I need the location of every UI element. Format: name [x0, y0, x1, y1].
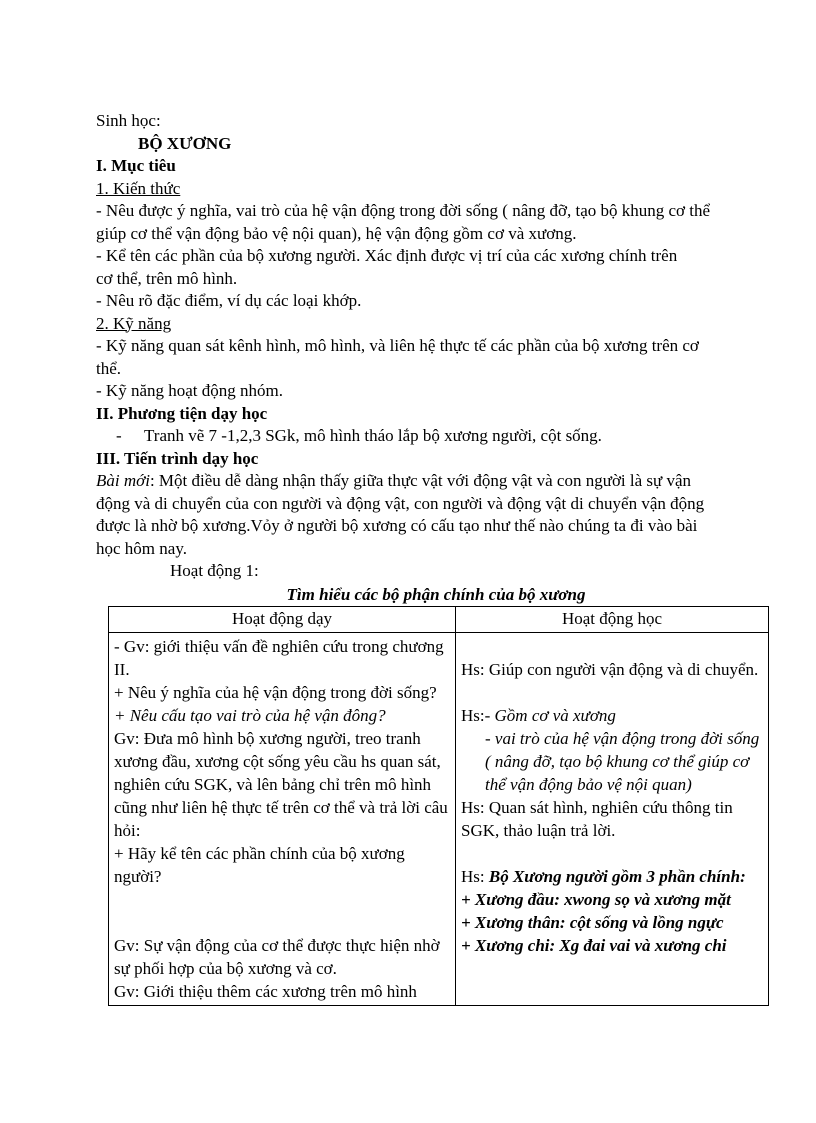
student-p6: + Xương đầu: xwong sọ và xương mặt	[461, 889, 731, 909]
student-p7: + Xương thân: cột sống và lồng ngực	[461, 912, 724, 932]
teacher-p6: Gv: Sự vận động của cơ thể được thực hiện nhờ sự phối hợp của bộ xương và cơ.	[114, 935, 440, 978]
knowledge-item-3: - Nêu rõ đặc điểm, ví dụ các loại khớp.	[96, 291, 362, 310]
student-p5	[461, 865, 763, 888]
header-student: Hoạt động học	[456, 607, 769, 633]
header-teacher: Hoạt động dạy	[109, 607, 456, 633]
bullet-dash-icon: -	[116, 426, 122, 445]
table-header-row	[109, 607, 769, 633]
student-p5-bold: Bộ Xương người gồm 3 phần chính:	[488, 866, 746, 886]
knowledge-heading: 1. Kiến thức	[96, 178, 181, 198]
teacher-cell	[109, 632, 456, 1005]
skills-item-2: - Kỹ năng hoạt động nhóm.	[96, 381, 283, 400]
materials-item	[96, 425, 776, 448]
document-page	[96, 110, 776, 1001]
student-p3: - vai trò của hệ vận động trong đời sống ( nâng đỡ, tạo bộ khung cơ thể giúp cơ thể vận động bảo vệ nội quan)	[485, 728, 760, 794]
new-lesson-text: : Một điều dễ dàng nhận thấy giữa thực vật với động vật và con người là sự vận động và di chuyển của con người và động vật, con người và động vật di chuyển vận động được là nhờ bộ xương.Vỏy ở người bộ xương có cấu tạo như thế nào chúng ta đi vào bài học hôm nay.	[96, 471, 705, 558]
knowledge-item-2: - Kể tên các phần của bộ xương người. Xác định được vị trí của các xương chính trên cơ thể, trên mô hình.	[96, 246, 678, 288]
objectives-heading: I. Mục tiêu	[96, 156, 176, 175]
teacher-p7: Gv: Giới thiệu thêm các xương trên mô hình	[114, 981, 417, 1001]
subject-label: Sinh học:	[96, 111, 161, 130]
skills-heading: 2. Kỹ năng	[96, 313, 172, 333]
table-row	[109, 632, 769, 1005]
activity-caption: Tìm hiểu các bộ phận chính của bộ xương	[286, 584, 586, 604]
materials-heading: II. Phương tiện dạy học	[96, 403, 268, 423]
teacher-p2: + Nêu ý nghĩa của hệ vận động trong đời sống?	[114, 682, 437, 702]
student-cell	[456, 632, 769, 1005]
student-p8: + Xương chi: Xg đai vai và xương chi	[461, 935, 727, 955]
student-p2-italic: Gồm cơ và xương	[494, 705, 616, 725]
teacher-p4: Gv: Đưa mô hình bộ xương người, treo tranh xương đầu, xương cột sống yêu cầu hs quan sát, nghiên cứu SGK, và lên bảng chỉ trên mô hình cũng như liên hệ thực tế trên cơ thể và trả lời câu hỏi:	[114, 728, 448, 840]
activity-table	[108, 606, 769, 1006]
teacher-p1: - Gv: giới thiệu vấn đề nghiên cứu trong chương II.	[114, 636, 444, 679]
teacher-p5: + Hãy kể tên các phần chính của bộ xương người?	[114, 843, 405, 886]
skills-item-1: - Kỹ năng quan sát kênh hình, mô hình, và liên hệ thực tế các phần của bộ xương trên cơ thể.	[96, 336, 699, 378]
process-heading: III. Tiến trình dạy học	[96, 448, 259, 468]
student-p2-prefix: Hs:-	[461, 705, 495, 725]
new-lesson-label: Bài mới	[96, 471, 150, 490]
teacher-p3: + Nêu cấu tạo vai trò của hệ vận đông?	[114, 705, 386, 725]
student-p5-prefix: Hs:	[461, 866, 489, 886]
lesson-title: BỘ XƯƠNG	[138, 133, 232, 153]
student-p1: Hs: Giúp con người vận động và di chuyển.	[461, 659, 759, 679]
knowledge-item-1: - Nêu được ý nghĩa, vai trò của hệ vận động trong đời sống ( nâng đỡ, tạo bộ khung cơ thể giúp cơ thể vận động bảo vệ nội quan), hệ vận động gồm cơ và xương.	[96, 201, 711, 243]
materials-item-text: Tranh vẽ 7 -1,2,3 SGk, mô hình tháo lắp bộ xương người, cột sống.	[144, 426, 602, 445]
student-p4: Hs: Quan sát hình, nghiên cứu thông tin SGK, thảo luận trả lời.	[461, 797, 733, 840]
new-lesson-paragraph	[96, 470, 726, 560]
activity-label: Hoạt động 1:	[170, 561, 259, 580]
student-p2	[461, 704, 763, 727]
